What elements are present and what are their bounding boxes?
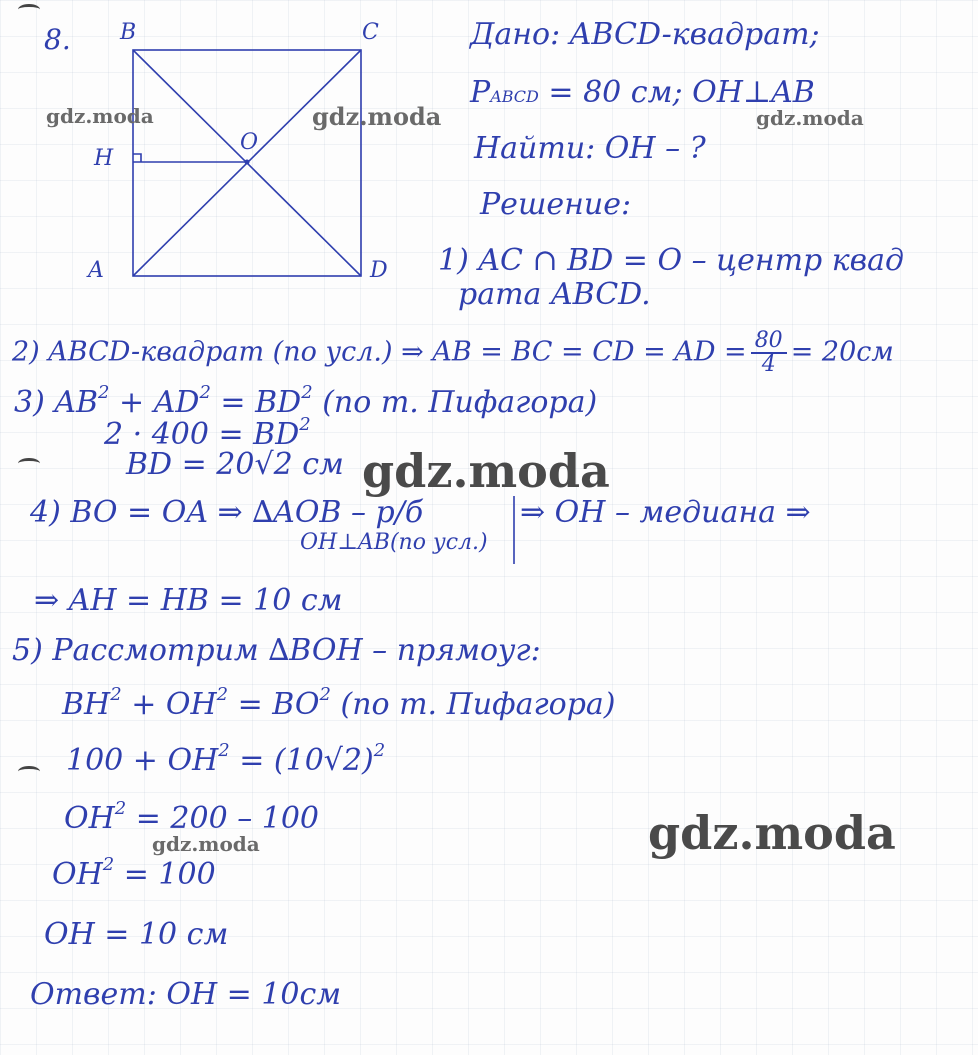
watermark: gdz.moda: [46, 104, 154, 128]
fraction-numerator: 80: [751, 330, 787, 354]
step-5-line-6: OH = 10 см: [44, 917, 229, 952]
step-5-part: OH: [64, 801, 115, 836]
watermark: gdz.moda: [312, 102, 442, 131]
watermark: gdz.moda: [152, 832, 260, 856]
problem-number: 8.: [44, 23, 71, 56]
label-h: H: [94, 146, 114, 171]
exponent: 2: [301, 382, 313, 403]
exponent: 2: [102, 854, 115, 875]
step-5-line-2: [62, 684, 616, 722]
watermark: gdz.moda: [648, 806, 896, 860]
step-5-part: 100 + OH: [66, 743, 219, 778]
step-5-part: = BO: [228, 687, 320, 722]
label-o: O: [240, 130, 259, 155]
perimeter-subscript: ABCD: [490, 87, 539, 106]
step-2-main: 2) ABCD-квадрат (по усл.) ⇒ AB = BC = CD = AD =: [12, 336, 747, 368]
step-3-part: + AD: [109, 385, 200, 420]
given-line-3: Найти: OH – ?: [474, 131, 706, 166]
given-line-1: Дано: ABCD-квадрат;: [470, 17, 820, 52]
step-5-part: (по т. Пифагора): [330, 687, 616, 722]
step-3-part: 2 · 400 = BD: [104, 417, 300, 452]
step-4-line-2: OH⊥AB(по усл.): [300, 530, 488, 555]
step-3-part: 3) AB: [14, 385, 99, 420]
step-5-line-5: [52, 854, 216, 892]
step-5-line-1: 5) Рассмотрим ∆BOH – прямоуг:: [12, 633, 541, 668]
step-4-line-1b: ⇒ OH – медиана ⇒: [520, 495, 811, 530]
watermark: gdz.moda: [756, 106, 864, 130]
exponent: 2: [218, 740, 230, 761]
solution-heading: Решение:: [480, 187, 632, 222]
step-5-part: OH: [52, 857, 103, 892]
exponent: 2: [199, 382, 211, 403]
watermark: gdz.moda: [362, 444, 610, 498]
step-5-line-4: [64, 798, 320, 836]
step-5-part: BH: [62, 687, 111, 722]
exponent: 2: [319, 684, 331, 705]
exponent: 2: [98, 382, 110, 403]
perimeter-symbol: P: [470, 75, 491, 110]
step-1-line-1: 1) AC ∩ BD = O – центр квад: [438, 243, 905, 278]
step-5-part: + OH: [121, 687, 217, 722]
exponent: 2: [114, 798, 127, 819]
step-1-line-2: рата ABCD.: [458, 277, 651, 312]
step-5-part: = 100: [114, 857, 216, 892]
step-3-part: (по т. Пифагора): [312, 385, 598, 420]
given-line-2-rest: = 80 см; OH⊥AB: [548, 75, 815, 110]
exponent: 2: [299, 414, 311, 435]
step-5-line-3: [66, 740, 386, 778]
fraction-denominator: 4: [761, 352, 776, 377]
label-a: A: [88, 258, 104, 283]
step-3-part: = BD: [210, 385, 302, 420]
label-b: B: [120, 20, 137, 45]
label-c: C: [362, 20, 379, 45]
step-4-line-1a: 4) BO = OA ⇒ ∆AOB – р/б: [30, 495, 424, 530]
step-5-part: = 200 – 100: [126, 801, 320, 836]
exponent: 2: [216, 684, 229, 705]
answer: Ответ: OH = 10см: [30, 977, 342, 1012]
exponent: 2: [110, 684, 122, 705]
step-5-part: = (10√2): [229, 743, 374, 778]
step-4-line-3: ⇒ AH = HB = 10 см: [34, 583, 343, 618]
exponent: 2: [373, 740, 386, 761]
step-2-result: = 20см: [790, 336, 894, 368]
label-d: D: [370, 258, 388, 283]
step-3-line-3: BD = 20√2 см: [126, 447, 344, 482]
